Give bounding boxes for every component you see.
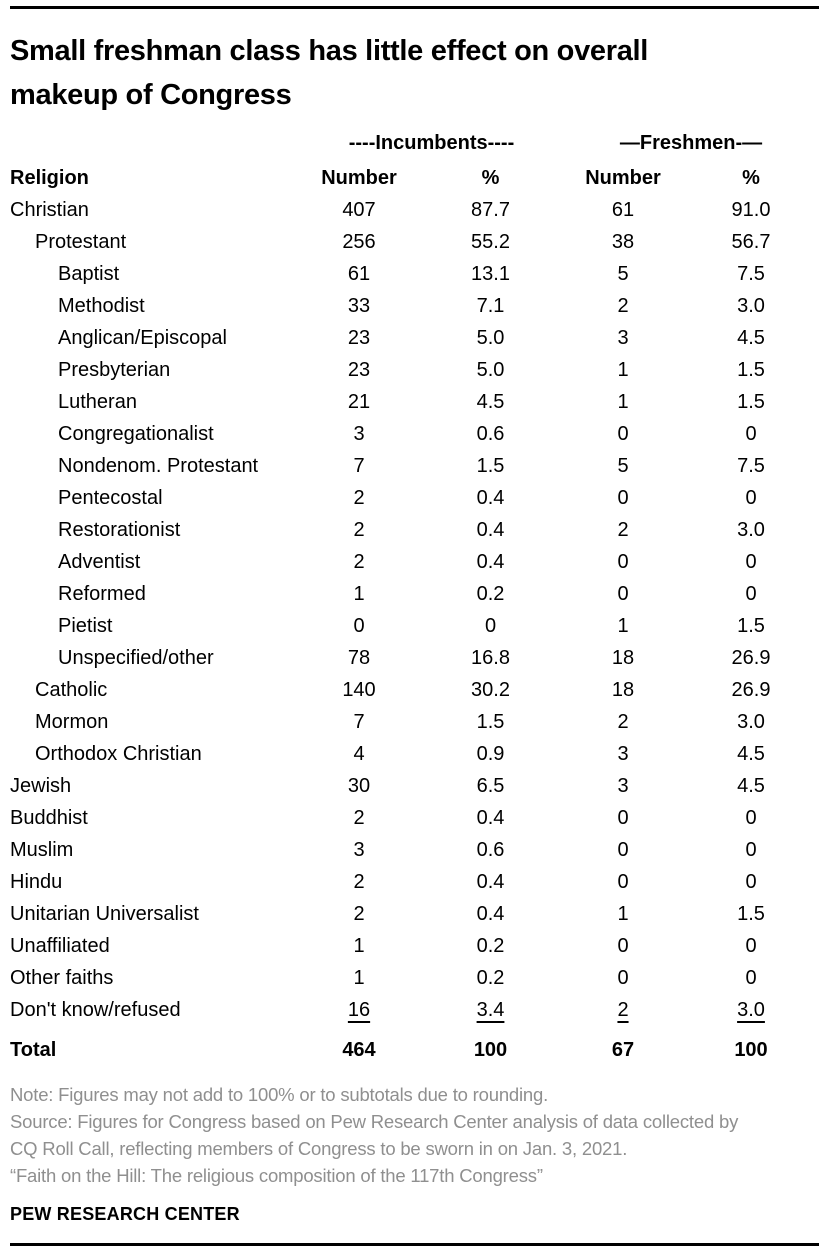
table-row — [10, 770, 819, 802]
table-row — [10, 290, 819, 322]
religion-label: Other faiths — [10, 967, 114, 989]
incumbents-number-value: 33 — [347, 295, 371, 317]
religion-label: Restorationist — [58, 519, 181, 541]
incumbents-percent-value: 3.4 — [476, 999, 505, 1021]
freshmen-percent-value: 0 — [745, 967, 757, 989]
incumbents-number-value: 2 — [353, 903, 365, 925]
religion-label: Baptist — [58, 263, 120, 285]
freshmen-percent-value: 26.9 — [731, 679, 771, 701]
incumbents-percent-value: 1.5 — [476, 455, 505, 477]
incumbents-percent-value: 0.2 — [476, 935, 505, 957]
religion-label: Congregationalist — [58, 423, 214, 445]
incumbents-percent-value: 0.4 — [476, 871, 505, 893]
freshmen-percent-value: 3.0 — [737, 999, 765, 1021]
incumbents-number-value: 78 — [347, 647, 371, 669]
freshmen-number-value: 3 — [617, 743, 629, 765]
religion-label: Mormon — [35, 711, 109, 733]
incumbents-number-value: 2 — [353, 871, 365, 893]
incumbents-percent-value: 0.2 — [476, 583, 505, 605]
freshmen-percent-value: 7.5 — [737, 455, 765, 477]
table-row — [10, 930, 819, 962]
freshmen-number-value: 3 — [617, 327, 629, 349]
religion-label: Jewish — [10, 775, 72, 797]
incumbents-percent-value: 1.5 — [476, 711, 505, 733]
freshmen-percent-value: 4.5 — [737, 775, 765, 797]
incumbents-number-value: 3 — [353, 839, 365, 861]
freshmen-percent-value: 0 — [745, 839, 757, 861]
incumbents-percent-value: 0.2 — [476, 967, 505, 989]
incumbents-number-value: 23 — [347, 327, 371, 349]
incumbents-number-value: 21 — [347, 391, 371, 413]
group-header-incumbents: ----Incumbents---- — [348, 132, 515, 154]
incumbents-percent-value: 55.2 — [471, 231, 510, 253]
pew-research-center-wordmark: PEW RESEARCH CENTER — [10, 1204, 240, 1224]
incumbents-percent-value: 0.6 — [476, 839, 505, 861]
incumbents-number-value: 407 — [342, 199, 376, 221]
table-body — [10, 194, 819, 1026]
incumbents-number-value: 1 — [353, 935, 365, 957]
freshmen-number-value: 1 — [617, 391, 629, 413]
freshmen-percent-value: 1.5 — [737, 615, 765, 637]
total-label: Total — [10, 1039, 57, 1061]
freshmen-percent-value: 4.5 — [737, 327, 765, 349]
incumbents-number-value: 2 — [353, 487, 365, 509]
freshmen-number-value: 5 — [617, 263, 629, 285]
incumbents-number-value: 3 — [353, 423, 365, 445]
incumbents-percent-value: 4.5 — [476, 391, 505, 413]
freshmen-percent-value: 3.0 — [737, 519, 765, 541]
total-row — [10, 1034, 819, 1066]
table-row — [10, 514, 819, 546]
freshmen-percent-value: 3.0 — [737, 711, 765, 733]
freshmen-number-value: 38 — [611, 231, 635, 253]
freshmen-number-value: 0 — [617, 871, 629, 893]
column-header-religion: Religion — [10, 167, 89, 189]
incumbents-number-value: 7 — [353, 455, 365, 477]
freshmen-number-value: 0 — [617, 583, 629, 605]
table-row — [10, 866, 819, 898]
group-header-freshmen: —Freshmen-— — [619, 132, 763, 154]
incumbents-number-value: 4 — [353, 743, 365, 765]
incumbents-percent-value: 0.9 — [476, 743, 505, 765]
religion-label: Lutheran — [58, 391, 137, 413]
total-freshmen-number: 67 — [611, 1039, 635, 1061]
incumbents-percent-value: 0.4 — [476, 903, 505, 925]
freshmen-number-value: 2 — [617, 295, 629, 317]
incumbents-number-value: 23 — [347, 359, 371, 381]
source-line-2: CQ Roll Call, reflecting members of Congress to be sworn in on Jan. 3, 2021. — [10, 1138, 628, 1159]
table-row — [10, 450, 819, 482]
incumbents-percent-value: 30.2 — [471, 679, 510, 701]
religion-label: Pentecostal — [58, 487, 163, 509]
incumbents-number-value: 61 — [347, 263, 371, 285]
freshmen-percent-value: 56.7 — [731, 231, 771, 253]
note-rounding: Note: Figures may not add to 100% or to subtotals due to rounding. — [10, 1084, 549, 1105]
incumbents-percent-value: 0 — [484, 615, 497, 637]
report-title-quote: “Faith on the Hill: The religious composition of the 117th Congress” — [10, 1165, 543, 1186]
freshmen-number-value: 0 — [617, 935, 629, 957]
table-row — [10, 322, 819, 354]
religion-label: Catholic — [35, 679, 108, 701]
freshmen-percent-value: 0 — [745, 935, 757, 957]
incumbents-number-value: 140 — [342, 679, 376, 701]
freshmen-number-value: 18 — [611, 647, 635, 669]
freshmen-percent-value: 91.0 — [731, 199, 771, 221]
religion-label: Don't know/refused — [10, 999, 181, 1021]
religion-label: Muslim — [10, 839, 74, 861]
total-incumbents-number: 464 — [342, 1039, 376, 1061]
incumbents-number-value: 7 — [353, 711, 365, 733]
page-title-line-1: Small freshman class has little effect on overall — [10, 35, 649, 67]
incumbents-percent-value: 0.4 — [476, 807, 505, 829]
table-row — [10, 642, 819, 674]
table-row — [10, 194, 819, 226]
total-incumbents-percent: 100 — [473, 1039, 508, 1061]
religion-label: Nondenom. Protestant — [58, 455, 259, 477]
column-header-row — [10, 165, 819, 191]
freshmen-number-value: 2 — [617, 711, 629, 733]
incumbents-number-value: 2 — [353, 519, 365, 541]
religion-label: Protestant — [35, 231, 127, 253]
religion-label: Reformed — [58, 583, 146, 605]
incumbents-number-value: 30 — [347, 775, 371, 797]
incumbents-percent-value: 0.4 — [476, 487, 505, 509]
freshmen-percent-value: 26.9 — [731, 647, 771, 669]
footnotes — [10, 1081, 824, 1189]
column-header-incumbents-number: Number — [321, 167, 397, 189]
table-row — [10, 258, 819, 290]
religion-label: Orthodox Christian — [35, 743, 202, 765]
religion-label: Unaffiliated — [10, 935, 110, 957]
incumbents-percent-value: 87.7 — [471, 199, 510, 221]
religion-label: Methodist — [58, 295, 145, 317]
freshmen-percent-value: 1.5 — [737, 391, 765, 413]
freshmen-percent-value: 0 — [745, 583, 757, 605]
total-freshmen-percent: 100 — [734, 1039, 768, 1061]
incumbents-percent-value: 13.1 — [471, 263, 510, 285]
incumbents-number-value: 16 — [347, 999, 371, 1021]
freshmen-percent-value: 0 — [745, 487, 757, 509]
table-row — [10, 418, 819, 450]
table-row — [10, 354, 819, 386]
table-row — [10, 802, 819, 834]
freshmen-percent-value: 4.5 — [737, 743, 765, 765]
freshmen-number-value: 0 — [617, 551, 629, 573]
page-title — [10, 29, 824, 117]
freshmen-number-value: 0 — [617, 839, 629, 861]
incumbents-percent-value: 6.5 — [476, 775, 505, 797]
incumbents-percent-value: 5.0 — [476, 327, 505, 349]
freshmen-percent-value: 0 — [745, 807, 757, 829]
table-row — [10, 834, 819, 866]
table-row — [10, 482, 819, 514]
incumbents-percent-value: 0.4 — [476, 551, 505, 573]
table-row — [10, 738, 819, 770]
table-row — [10, 386, 819, 418]
table-row — [10, 962, 819, 994]
incumbents-number-value: 2 — [353, 807, 365, 829]
column-header-freshmen-percent: % — [742, 167, 760, 189]
table-row — [10, 898, 819, 930]
freshmen-number-value: 0 — [617, 967, 629, 989]
table-row — [10, 610, 819, 642]
column-header-freshmen-number: Number — [585, 167, 661, 189]
freshmen-number-value: 0 — [617, 423, 629, 445]
freshmen-number-value: 5 — [617, 455, 629, 477]
religion-label: Anglican/Episcopal — [58, 327, 227, 349]
column-header-incumbents-percent: % — [481, 167, 500, 189]
freshmen-number-value: 18 — [611, 679, 635, 701]
freshmen-percent-value: 7.5 — [737, 263, 765, 285]
table-row — [10, 578, 819, 610]
religion-label: Pietist — [58, 615, 113, 637]
incumbents-percent-value: 0.4 — [476, 519, 505, 541]
freshmen-percent-value: 0 — [745, 423, 757, 445]
freshmen-number-value: 61 — [611, 199, 635, 221]
incumbents-number-value: 2 — [353, 551, 365, 573]
religion-table — [10, 132, 819, 1066]
top-rule — [10, 6, 819, 9]
incumbents-percent-value: 7.1 — [476, 295, 505, 317]
religion-label: Adventist — [58, 551, 141, 573]
incumbents-number-value: 1 — [353, 967, 365, 989]
religion-label: Christian — [10, 199, 89, 221]
freshmen-number-value: 0 — [617, 487, 629, 509]
source-line-1: Source: Figures for Congress based on Pew Research Center analysis of data collected by — [10, 1111, 739, 1132]
religion-label: Presbyterian — [58, 359, 171, 381]
group-header-row — [10, 132, 819, 154]
freshmen-number-value: 1 — [617, 359, 629, 381]
table-row — [10, 546, 819, 578]
incumbents-percent-value: 0.6 — [476, 423, 505, 445]
incumbents-percent-value: 16.8 — [471, 647, 510, 669]
freshmen-number-value: 1 — [617, 903, 629, 925]
table-row — [10, 226, 819, 258]
incumbents-number-value: 1 — [353, 583, 365, 605]
freshmen-percent-value: 3.0 — [737, 295, 765, 317]
incumbents-percent-value: 5.0 — [476, 359, 505, 381]
incumbents-number-value: 0 — [353, 615, 365, 637]
incumbents-number-value: 256 — [342, 231, 376, 253]
religion-label: Buddhist — [10, 807, 88, 829]
freshmen-number-value: 2 — [617, 519, 629, 541]
freshmen-number-value: 1 — [617, 615, 629, 637]
table-row — [10, 706, 819, 738]
freshmen-percent-value: 1.5 — [737, 359, 765, 381]
freshmen-number-value: 0 — [617, 807, 629, 829]
page-title-line-2: makeup of Congress — [10, 79, 292, 111]
religion-label: Unspecified/other — [58, 647, 214, 669]
freshmen-percent-value: 1.5 — [737, 903, 765, 925]
religion-label: Unitarian Universalist — [10, 903, 199, 925]
table-row — [10, 674, 819, 706]
freshmen-number-value: 3 — [617, 775, 629, 797]
freshmen-number-value: 2 — [617, 999, 629, 1021]
freshmen-percent-value: 0 — [745, 871, 757, 893]
bottom-rule — [10, 1243, 819, 1246]
freshmen-percent-value: 0 — [745, 551, 757, 573]
religion-label: Hindu — [10, 871, 63, 893]
table-row — [10, 994, 819, 1026]
